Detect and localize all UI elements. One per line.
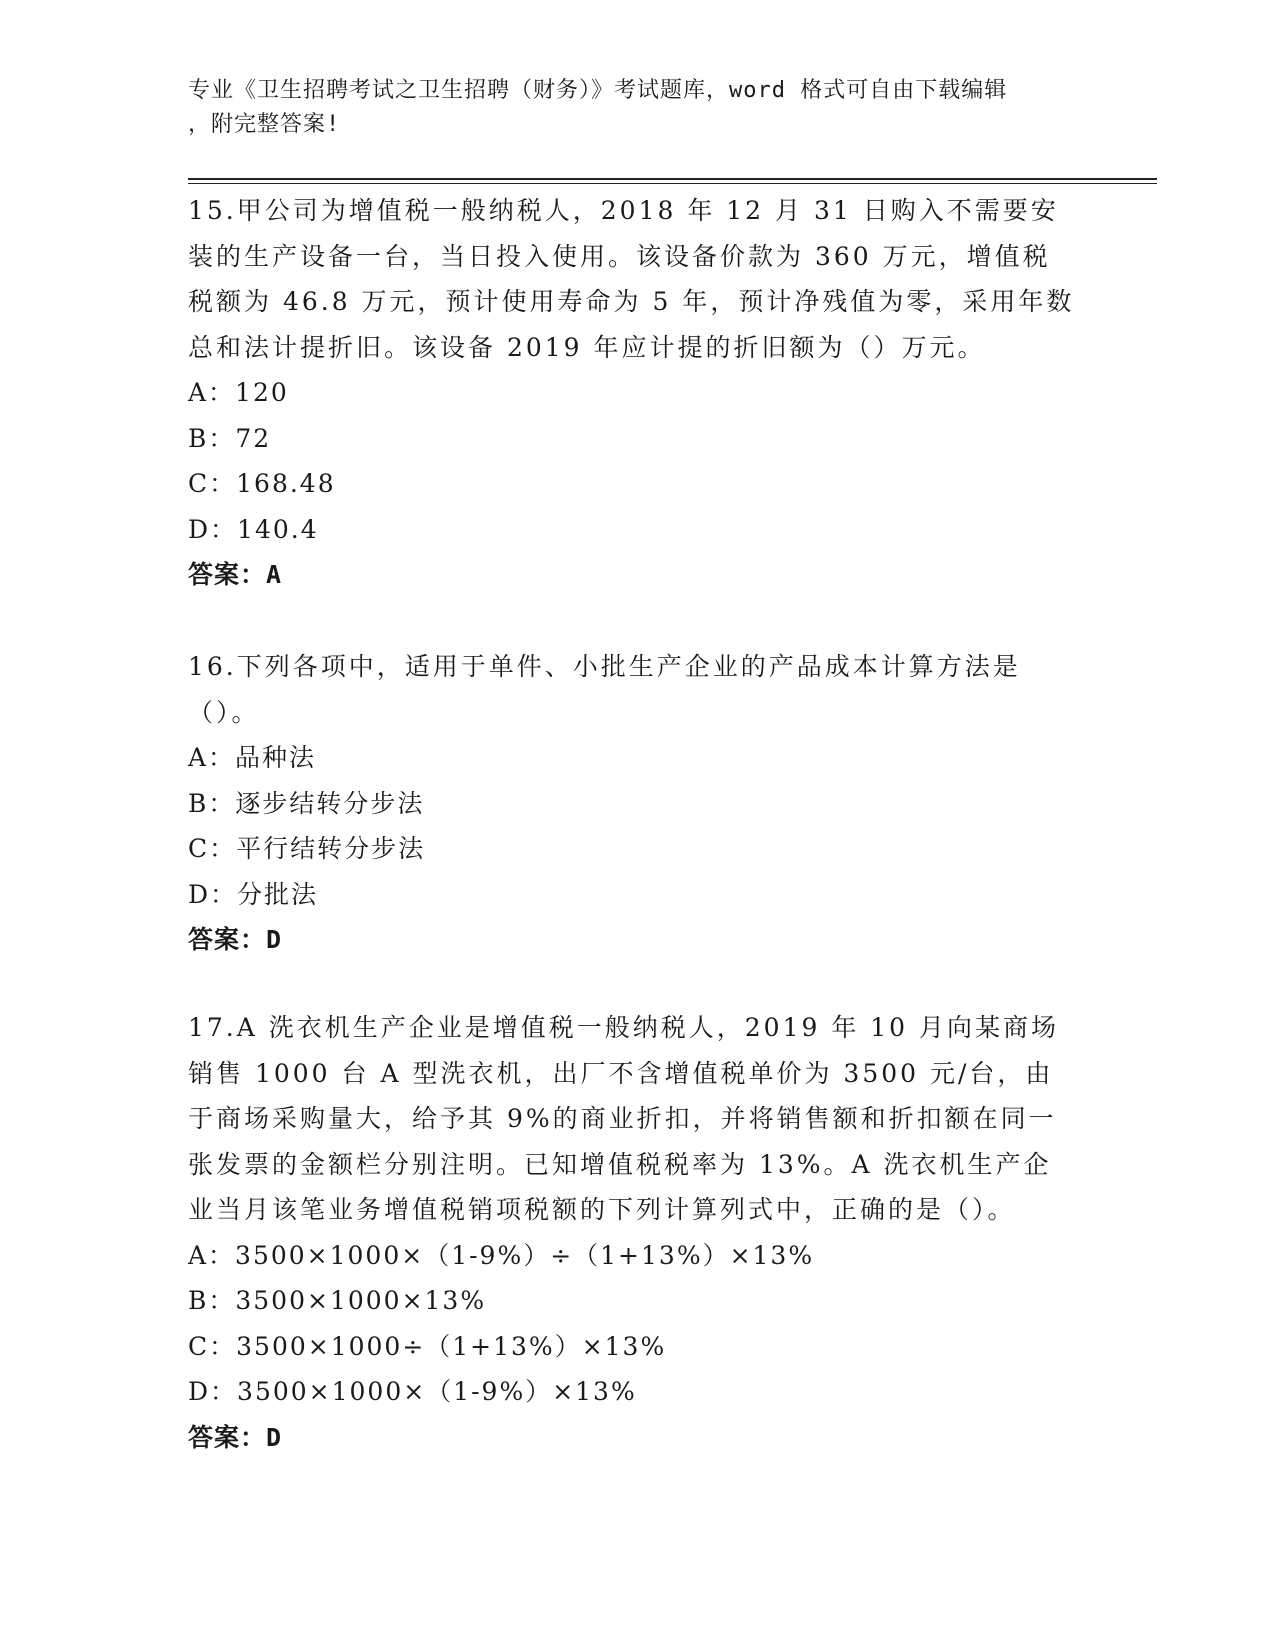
answer-line: 答案：A: [188, 560, 283, 589]
answer-line: 答案：D: [188, 925, 283, 954]
option-b: B：72: [188, 423, 272, 453]
option-d: D：3500×1000×（1-9%）×13%: [188, 1377, 637, 1406]
option-b: B：逐步结转分步法: [188, 788, 425, 818]
option-d: D：分批法: [188, 879, 319, 909]
option-a: A：3500×1000×（1-9%）÷（1+13%）×13%: [188, 1240, 815, 1270]
option-b: B：3500×1000×13%: [188, 1286, 487, 1315]
question-17: [188, 1005, 1088, 1461]
option-c: C：平行结转分步法: [188, 834, 426, 863]
option-a: A：120: [188, 378, 289, 407]
header-line-2: ，附完整答案!: [188, 112, 341, 137]
header-divider-thick: [188, 178, 1157, 180]
question-15: [188, 188, 1088, 598]
option-c: C：3500×1000÷（1+13%）×13%: [188, 1331, 667, 1361]
document-header: [188, 74, 1068, 142]
option-a: A：品种法: [188, 743, 317, 772]
option-c: C：168.48: [188, 469, 336, 498]
option-d: D：140.4: [188, 514, 319, 544]
question-stem: 15.甲公司为增值税一般纳税人，2018 年 12 月 31 日购入不需要安装的生产设备一台，当日投入使用。该设备价款为 360 万元，增值税税额为 46.8 万元，预计使用寿命为 5 年，预计净残值为零，采用年数总和法计提折旧。该设备 2019 年应计提的折旧额为（）万元。: [188, 196, 1075, 362]
question-stem: 17.A 洗衣机生产企业是增值税一般纳税人，2019 年 10 月向某商场销售 1000 台 A 型洗衣机，出厂不含增值税单价为 3500 元/台，由于商场采购量大，给予其 9%的商业折扣，并将销售额和折扣额在同一张发票的金额栏分别注明。已知增值税税率为 13%。A 洗衣机生产企业当月该笔业务增值税销项税额的下列计算列式中，正确的是（）。: [188, 1013, 1060, 1224]
question-stem: 16.下列各项中，适用于单件、小批生产企业的产品成本计算方法是（）。: [188, 652, 1021, 727]
header-line-1: 专业《卫生招聘考试之卫生招聘（财务）》考试题库，word 格式可自由下载编辑: [188, 78, 1008, 103]
question-16: [188, 644, 1088, 963]
answer-line: 答案：D: [188, 1422, 283, 1452]
header-divider-thin: [188, 183, 1157, 184]
